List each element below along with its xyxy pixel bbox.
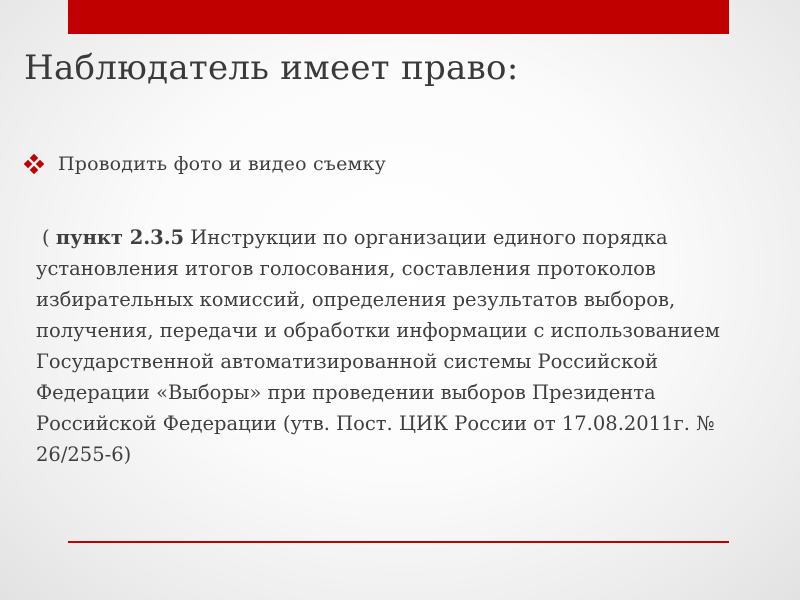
slide-title: Наблюдатель имеет право: [24, 48, 519, 88]
reference-paragraph [36, 222, 736, 470]
bottom-accent-line [68, 541, 729, 543]
bullet-text: Проводить фото и видео съемку [58, 153, 386, 175]
top-accent-bar [68, 0, 729, 34]
paragraph-clause-ref: пункт 2.3.5 [55, 226, 185, 249]
paragraph-open-paren: ( [42, 226, 50, 249]
diamond-bullet-icon [24, 154, 44, 174]
bullet-item [24, 153, 386, 175]
paragraph-body: Инструкции по организации единого порядка установления итогов голосования, составления протоколов избирательных комиссий, определения результатов выборов, получения, передачи и обработки информации с использованием Государственной автоматизированной системы Российской Федерации «Выборы» при проведении выборов Президента Российской Федерации (утв. Пост. ЦИК России от 17.08.2011г. № 26/255-6) [36, 226, 720, 466]
